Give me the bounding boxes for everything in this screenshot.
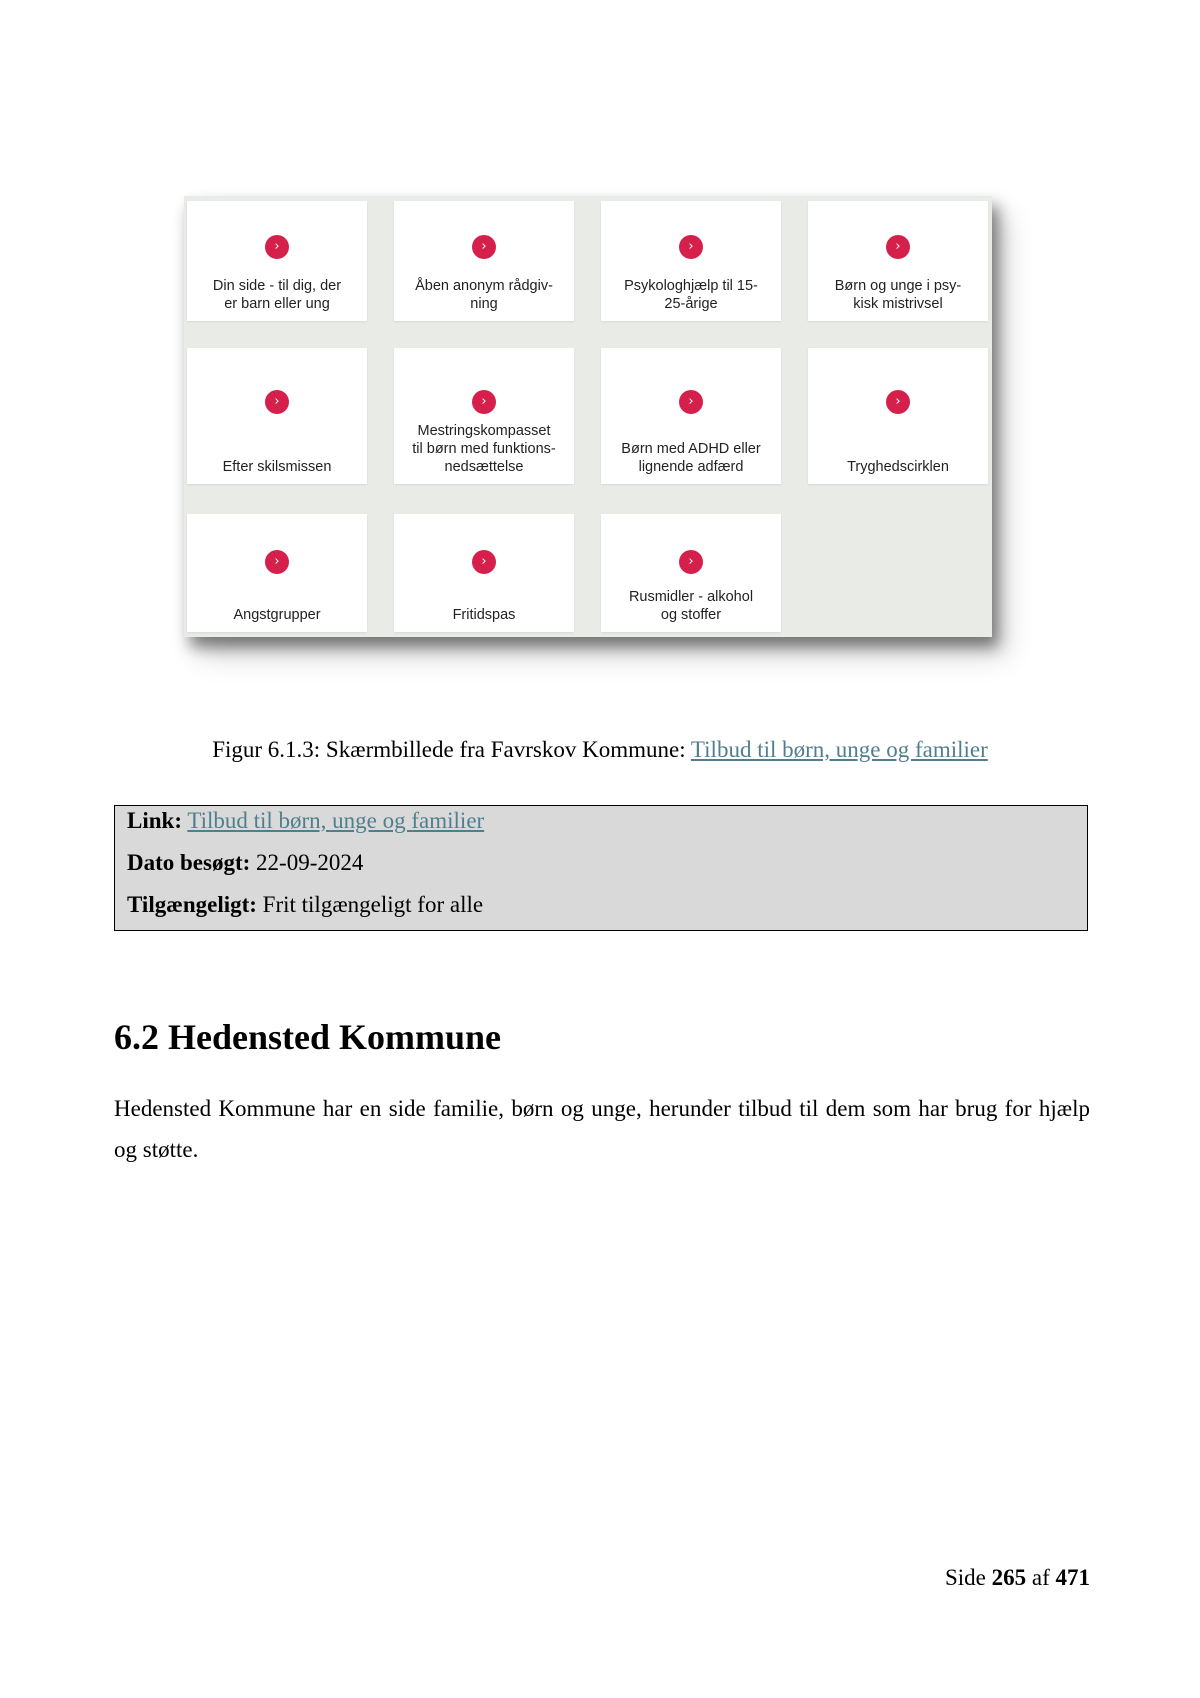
- tile-angstgrupper[interactable]: [187, 514, 367, 632]
- chevron-right-icon: ›: [679, 235, 703, 259]
- tile-label: Din side - til dig, der er barn eller ung: [212, 278, 342, 312]
- tile-label: Åben anonym rådgiv- ning: [415, 278, 553, 312]
- tile-din-side[interactable]: [187, 201, 367, 321]
- figure-caption: Figur 6.1.3: Skærmbillede fra Favrskov Kommune: Tilbud til børn, unge og familier: [212, 737, 988, 762]
- section-paragraph: Hedensted Kommune har en side familie, børn og unge, herunder tilbud til dem som har brug for hjælp og støtte.: [114, 1096, 1090, 1162]
- tile-label: Børn med ADHD eller lignende adfærd: [621, 441, 761, 475]
- tile-label: Tryghedscirklen: [847, 459, 949, 475]
- tile-psykologhjaelp[interactable]: [601, 201, 781, 321]
- chevron-right-icon: ›: [265, 390, 289, 414]
- tile-fritidspas[interactable]: [394, 514, 574, 632]
- info-date-line: Dato besøgt: 22-09-2024: [127, 850, 364, 875]
- tile-label: Mestringskompasset til børn med funktions- nedsættelse: [412, 423, 556, 475]
- chevron-right-icon: ›: [472, 550, 496, 574]
- chevron-right-icon: ›: [265, 235, 289, 259]
- tile-label: Psykologhjælp til 15- 25-årige: [624, 278, 758, 312]
- tile-label: Angstgrupper: [233, 607, 321, 623]
- caption-link[interactable]: Tilbud til børn, unge og familier: [690, 737, 988, 762]
- info-link-line: Link: Tilbud til børn, unge og familier: [127, 808, 485, 833]
- tile-boern-med-adhd[interactable]: [601, 348, 781, 484]
- tile-label: Efter skilsmissen: [222, 459, 332, 475]
- tile-mestringskompasset[interactable]: [394, 348, 574, 484]
- chevron-right-icon: ›: [679, 390, 703, 414]
- tile-psykisk-mistrivsel[interactable]: [808, 201, 988, 321]
- chevron-right-icon: ›: [265, 550, 289, 574]
- page-number: Side 265 af 471: [944, 1565, 1090, 1590]
- chevron-right-icon: ›: [886, 390, 910, 414]
- chevron-right-icon: ›: [472, 390, 496, 414]
- tile-tryghedscirklen[interactable]: [808, 348, 988, 484]
- tile-label: Fritidspas: [452, 607, 516, 623]
- screenshot-figure: [184, 196, 992, 637]
- info-link[interactable]: Tilbud til børn, unge og familier: [187, 808, 485, 833]
- section-heading: 6.2 Hedensted Kommune: [114, 1017, 501, 1057]
- info-box: [114, 805, 1088, 931]
- chevron-right-icon: ›: [886, 235, 910, 259]
- tile-label: Børn og unge i psy- kisk mistrivsel: [834, 278, 962, 312]
- chevron-right-icon: ›: [472, 235, 496, 259]
- tile-rusmidler[interactable]: [601, 514, 781, 632]
- tile-aaben-anonym-raadgivning[interactable]: [394, 201, 574, 321]
- tile-label: Rusmidler - alkohol og stoffer: [628, 589, 754, 623]
- info-access-line: Tilgængeligt: Frit tilgængeligt for alle: [127, 892, 484, 917]
- tile-efter-skilsmissen[interactable]: [187, 348, 367, 484]
- chevron-right-icon: ›: [679, 550, 703, 574]
